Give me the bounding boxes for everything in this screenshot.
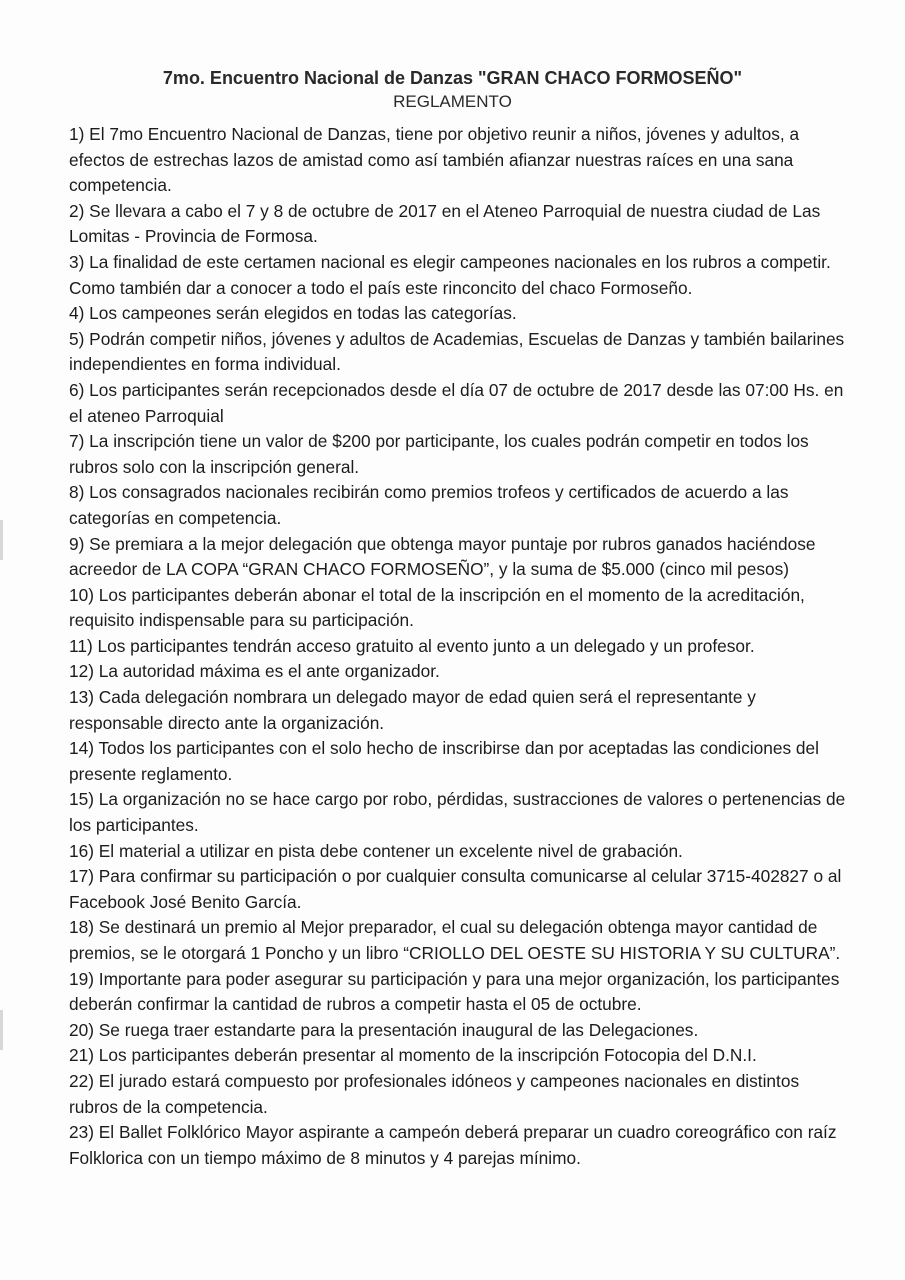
rule-item: 7) La inscripción tiene un valor de $200 por participante, los cuales podrán competir en todos los rubros solo con la inscripción general. [69,431,809,477]
document-heading [0,66,905,114]
rule-item: 5) Podrán competir niños, jóvenes y adultos de Academias, Escuelas de Danzas y también bailarines independientes en forma individual. [69,328,845,375]
rule-item: 8) Los consagrados nacionales recibirán como premios trofeos y certificados de acuerdo a las categorías en competencia. [69,482,789,528]
document-title: 7mo. Encuentro Nacional de Danzas "GRAN CHACO FORMOSEÑO" [162,68,743,88]
rules-list [69,122,849,1171]
rule-item: 23) El Ballet Folklórico Mayor aspirante a campeón deberá preparar un cuadro coreográfico con raíz Folklorica con un tiempo máximo de 8 minutos y 4 parejas mínimo. [69,1122,837,1168]
rule-item: 4) Los campeones serán elegidos en todas las categorías. [69,303,517,324]
rule-item: 9) Se premiara a la mejor delegación que obtenga mayor puntaje por rubros ganados haciéndose acreedor de LA COPA “GRAN CHACO FORMOSEÑO”, y la suma de $5.000 (cinco mil pesos) [69,533,816,580]
document-subtitle: REGLAMENTO [393,92,512,111]
rule-item: 15) La organización no se hace cargo por robo, pérdidas, sustracciones de valores o pertenencias de los participantes. [69,789,846,836]
rule-item: 10) Los participantes deberán abonar el total de la inscripción en el momento de la acreditación, requisito indispensable para su participación. [69,584,805,631]
rule-item: 3) La finalidad de este certamen nacional es elegir campeones nacionales en los rubros a competir. Como también dar a conocer a todo el país este rinconcito del chaco Formoseño. [69,251,831,298]
rule-item: 21) Los participantes deberán presentar al momento de la inscripción Fotocopia del D.N.I. [69,1045,757,1066]
rule-item: 12) La autoridad máxima es el ante organizador. [69,661,440,682]
rule-item: 22) El jurado estará compuesto por profesionales idóneos y campeones nacionales en distintos rubros de la competencia. [69,1070,800,1117]
rule-item: 19) Importante para poder asegurar su participación y para una mejor organización, los participantes deberán confirmar la cantidad de rubros a competir hasta el 05 de octubre. [69,968,840,1015]
rule-item: 17) Para confirmar su participación o por cualquier consulta comunicarse al celular 3715-402827 o al Facebook José Benito García. [69,866,842,912]
rule-item: 16) El material a utilizar en pista debe contener un excelente nivel de grabación. [69,840,683,861]
rule-item: 11) Los participantes tendrán acceso gratuito al evento junto a un delegado y un profesor. [69,635,755,656]
rule-item: 20) Se ruega traer estandarte para la presentación inaugural de las Delegaciones. [69,1019,699,1040]
scan-edge-mark [0,1010,3,1050]
rule-item: 14) Todos los participantes con el solo hecho de inscribirse dan por aceptadas las condiciones del presente reglamento. [69,738,819,784]
rule-item: 2) Se llevara a cabo el 7 y 8 de octubre de 2017 en el Ateneo Parroquial de nuestra ciudad de Las Lomitas - Provincia de Formosa. [69,200,821,247]
scan-edge-mark [0,520,3,560]
rule-item: 6) Los participantes serán recepcionados desde el día 07 de octubre de 2017 desde las 07:00 Hs. en el ateneo Parroquial [69,379,844,426]
rule-item: 18) Se destinará un premio al Mejor preparador, el cual su delegación obtenga mayor cantidad de premios, se le otorgará 1 Poncho y un libro “CRIOLLO DEL OESTE SU HISTORIA Y SU CULTURA”. [69,917,841,963]
rule-item: 1) El 7mo Encuentro Nacional de Danzas, tiene por objetivo reunir a niños, jóvenes y adultos, a efectos de estrechas lazos de amistad como así también afianzar nuestras raíces en una sana competencia. [69,124,800,196]
rule-item: 13) Cada delegación nombrara un delegado mayor de edad quien será el representante y responsable directo ante la organización. [69,687,756,733]
